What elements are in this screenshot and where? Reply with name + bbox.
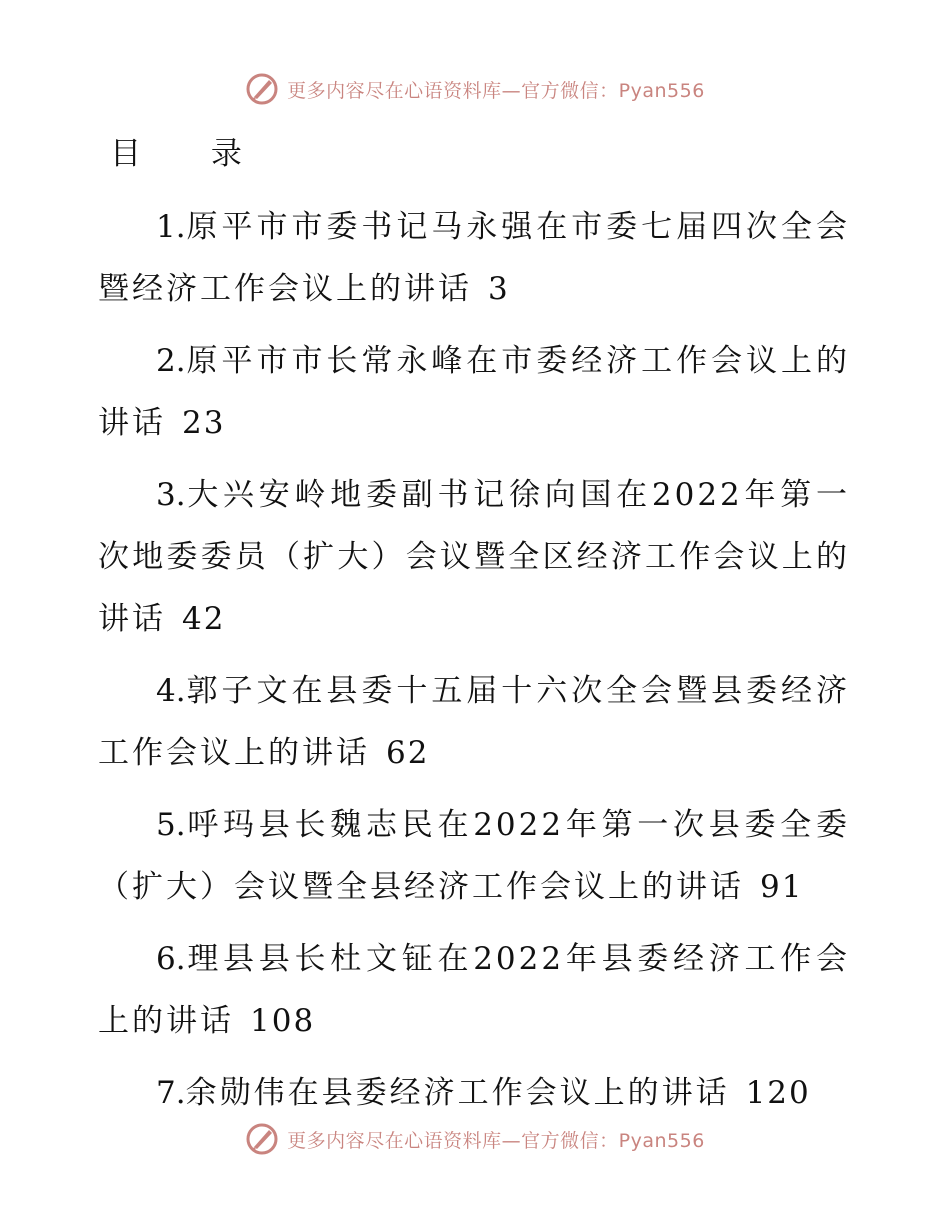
watermark-footer — [0, 1122, 950, 1156]
toc-entry — [98, 660, 850, 784]
toc-entry-number: 4. — [156, 673, 186, 709]
toc-entry-text: 呼玛县长魏志民在2022年第一次县委全委（扩大）会议暨全县经济工作会议上的讲话 — [98, 807, 850, 905]
toc-entry-page: 108 — [250, 1003, 316, 1039]
toc-entry-number: 5. — [156, 807, 186, 843]
toc-entry-page: 23 — [182, 405, 226, 441]
toc-entry-page: 3 — [488, 271, 510, 307]
quill-seal-icon — [245, 1122, 279, 1156]
toc-entry-number: 3. — [156, 477, 186, 513]
toc-entry-page: 62 — [386, 735, 430, 771]
toc-entry — [98, 196, 850, 320]
toc-entry-page: 42 — [182, 601, 226, 637]
toc-title: 目 录 — [110, 136, 272, 172]
toc-entry — [98, 1062, 850, 1124]
toc-entry-number: 6. — [156, 941, 186, 977]
toc-entry-text: 原平市市长常永峰在市委经济工作会议上的讲话 — [98, 343, 850, 441]
toc-entry-text: 大兴安岭地委副书记徐向国在2022年第一次地委委员（扩大）会议暨全区经济工作会议上的讲话 — [98, 477, 850, 637]
toc-entry-text: 理县县长杜文钲在2022年县委经济工作会上的讲话 — [98, 941, 850, 1039]
watermark-header — [0, 72, 950, 106]
toc-entry-number: 2. — [156, 343, 186, 379]
toc-entry — [98, 928, 850, 1052]
toc-entry-number: 1. — [156, 209, 186, 245]
toc-entry — [98, 794, 850, 918]
watermark-text: 更多内容尽在心语资料库—官方微信：Pyan556 — [287, 1129, 705, 1152]
toc-list — [98, 196, 850, 1134]
toc-entry — [98, 464, 850, 650]
toc-entry — [98, 330, 850, 454]
toc-entry-number: 7. — [156, 1075, 186, 1111]
toc-entry-page: 120 — [745, 1075, 811, 1111]
watermark-text: 更多内容尽在心语资料库—官方微信：Pyan556 — [287, 79, 705, 102]
toc-entry-text: 郭子文在县委十五届十六次全会暨县委经济工作会议上的讲话 — [98, 673, 850, 771]
toc-entry-page: 91 — [760, 869, 804, 905]
quill-seal-icon — [245, 72, 279, 106]
toc-entry-text: 余勋伟在县委经济工作会议上的讲话 — [185, 1075, 730, 1111]
toc-entry-text: 原平市市委书记马永强在市委七届四次全会暨经济工作会议上的讲话 — [98, 209, 850, 307]
